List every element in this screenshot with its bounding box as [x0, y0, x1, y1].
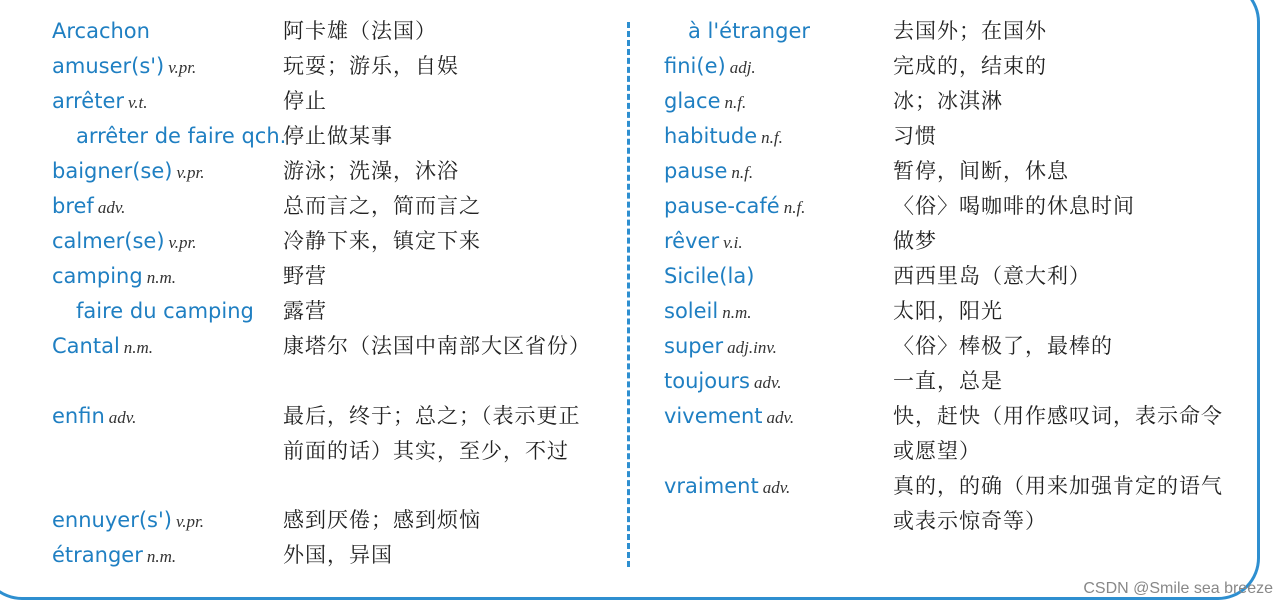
vocab-entry	[52, 294, 612, 329]
vocab-meaning: 康塔尔（法国中南部大区省份）	[283, 334, 591, 358]
vocab-word	[52, 538, 176, 574]
vocab-meaning: 最后，终于；总之；（表示更正前面的话）其实，至少，不过	[283, 404, 581, 463]
vocab-word-text: toujours	[664, 369, 750, 393]
vocab-entry	[52, 49, 612, 84]
vocab-word	[52, 294, 254, 329]
vocab-word	[664, 14, 810, 49]
vocab-entry	[664, 154, 1244, 189]
vocab-meaning: 感到厌倦；感到烦恼	[283, 508, 481, 532]
vocab-word	[664, 294, 752, 330]
vocab-word-text: calmer(se)	[52, 229, 165, 253]
vocab-entry	[664, 469, 1244, 539]
vocab-word-text: arrêter	[52, 89, 125, 113]
vocab-word-text: Arcachon	[52, 19, 150, 43]
vocab-meaning: 露营	[283, 299, 327, 323]
part-of-speech: adv.	[108, 408, 137, 427]
vocab-word	[52, 154, 205, 190]
vocab-meaning: 真的，的确（用来加强肯定的语气或表示惊奇等）	[893, 474, 1223, 533]
vocab-word	[664, 189, 805, 225]
part-of-speech: n.f.	[783, 198, 806, 217]
vocab-meaning: 玩耍；游乐，自娱	[283, 54, 459, 78]
vocab-entry	[664, 364, 1244, 399]
vocab-entry	[52, 538, 612, 573]
vocab-word	[52, 399, 136, 435]
vocab-meaning: 冷静下来，镇定下来	[283, 229, 481, 253]
vocab-word-text: enfin	[52, 404, 105, 428]
vocab-word	[52, 49, 196, 85]
vocab-meaning: 习惯	[893, 124, 937, 148]
vocab-entry	[664, 14, 1244, 49]
vocab-word-text: bref	[52, 194, 94, 218]
vocab-word-text: habitude	[664, 124, 758, 148]
vocab-entry	[664, 119, 1244, 154]
vocab-entry	[52, 14, 612, 49]
vocab-word	[664, 154, 753, 190]
vocab-word	[52, 84, 148, 120]
part-of-speech: n.f.	[724, 93, 747, 112]
part-of-speech: adv.	[762, 478, 791, 497]
vocab-entry	[52, 259, 612, 294]
vocab-meaning: 西西里岛（意大利）	[893, 264, 1091, 288]
part-of-speech: n.m.	[146, 547, 177, 566]
vocab-entry	[664, 224, 1244, 259]
part-of-speech: adj.	[729, 58, 756, 77]
vocab-word	[664, 84, 746, 120]
vocab-meaning: 快，赶快（用作感叹词，表示命令或愿望）	[893, 404, 1223, 463]
vocab-entry	[52, 503, 612, 538]
vocab-meaning: 冰；冰淇淋	[893, 89, 1003, 113]
part-of-speech: n.m.	[722, 303, 752, 322]
vocab-word-text: pause	[664, 159, 728, 183]
vocab-word	[52, 259, 176, 295]
part-of-speech: adv.	[97, 198, 126, 217]
vocab-meaning: 外国，异国	[283, 543, 393, 567]
vocab-meaning: 做梦	[893, 229, 937, 253]
vocab-word-text: fini(e)	[664, 54, 726, 78]
vocab-word	[664, 119, 783, 155]
vocab-entry	[664, 294, 1244, 329]
vocab-meaning: 阿卡雄（法国）	[283, 19, 437, 43]
part-of-speech: n.f.	[761, 128, 783, 147]
vocab-word	[52, 189, 125, 225]
vocab-word	[52, 503, 204, 539]
vocab-entry	[52, 154, 612, 189]
vocab-word-text: pause-café	[664, 194, 780, 218]
vocab-entry	[664, 399, 1244, 469]
vocab-word-text: camping	[52, 264, 143, 288]
vocab-meaning: 停止做某事	[283, 124, 393, 148]
vocab-entry	[664, 189, 1244, 224]
part-of-speech: v.pr.	[168, 58, 197, 77]
part-of-speech: adj.inv.	[727, 338, 777, 357]
vocab-entry	[664, 49, 1244, 84]
vocab-word	[52, 224, 197, 260]
part-of-speech: n.m.	[146, 268, 176, 287]
vocab-entry	[52, 119, 612, 154]
vocab-word-text: ennuyer(s')	[52, 508, 172, 532]
vocab-meaning: 总而言之，简而言之	[283, 194, 481, 218]
vocab-word	[52, 329, 153, 365]
vocab-word-text: faire du camping	[76, 299, 254, 323]
vocab-word	[52, 14, 150, 49]
vocab-word	[664, 364, 782, 400]
vocab-word-text: à l'étranger	[688, 19, 811, 43]
vocab-word-text: amuser(s')	[52, 54, 165, 78]
vocab-meaning: 停止	[283, 89, 327, 113]
column-divider	[627, 22, 630, 567]
vocab-word-text: vivement	[664, 404, 763, 428]
vocab-word-text: super	[664, 334, 724, 358]
vocab-word-text: glace	[664, 89, 721, 113]
vocabulary-column-left	[52, 14, 612, 573]
watermark: CSDN @Smile sea breeze	[1083, 580, 1273, 597]
vocab-entry	[664, 259, 1244, 294]
vocab-entry	[52, 329, 612, 399]
part-of-speech: v.t.	[128, 93, 148, 112]
vocab-word	[664, 469, 790, 505]
vocab-meaning: 暂停，间断，休息	[893, 159, 1069, 183]
vocab-meaning: 〈俗〉棒极了，最棒的	[893, 334, 1113, 358]
part-of-speech: v.pr.	[176, 163, 205, 182]
part-of-speech: n.m.	[123, 338, 154, 357]
vocab-entry	[52, 84, 612, 119]
vocab-word-text: étranger	[52, 543, 143, 567]
vocab-word	[664, 329, 777, 365]
part-of-speech: v.i.	[723, 233, 743, 252]
vocab-word	[664, 259, 754, 294]
vocab-entry	[664, 84, 1244, 119]
vocab-word-text: arrêter de faire qch.	[76, 124, 287, 148]
vocab-meaning: 一直，总是	[893, 369, 1003, 393]
vocab-word	[664, 399, 794, 435]
vocab-entry	[52, 189, 612, 224]
vocabulary-column-right	[664, 14, 1244, 539]
vocab-entry	[52, 399, 612, 503]
part-of-speech: adv.	[753, 373, 782, 392]
vocab-entry	[664, 329, 1244, 364]
vocab-meaning: 〈俗〉喝咖啡的休息时间	[893, 194, 1135, 218]
part-of-speech: n.f.	[731, 163, 754, 182]
part-of-speech: v.pr.	[168, 233, 197, 252]
vocab-word-text: Sicile(la)	[664, 264, 755, 288]
part-of-speech: v.pr.	[175, 512, 204, 531]
vocab-word-text: soleil	[664, 299, 719, 323]
vocab-word-text: Cantal	[52, 334, 120, 358]
vocab-meaning: 野营	[283, 264, 327, 288]
vocab-entry	[52, 224, 612, 259]
vocab-word	[664, 224, 743, 260]
vocab-meaning: 游泳；洗澡，沐浴	[283, 159, 459, 183]
vocab-word-text: rêver	[664, 229, 720, 253]
part-of-speech: adv.	[766, 408, 795, 427]
vocab-meaning: 完成的，结束的	[893, 54, 1047, 78]
vocab-meaning: 去国外；在国外	[893, 19, 1047, 43]
vocab-word-text: baigner(se)	[52, 159, 173, 183]
vocab-word-text: vraiment	[664, 474, 759, 498]
vocab-meaning: 太阳，阳光	[893, 299, 1003, 323]
vocab-word	[664, 49, 756, 85]
vocab-word	[52, 119, 286, 154]
